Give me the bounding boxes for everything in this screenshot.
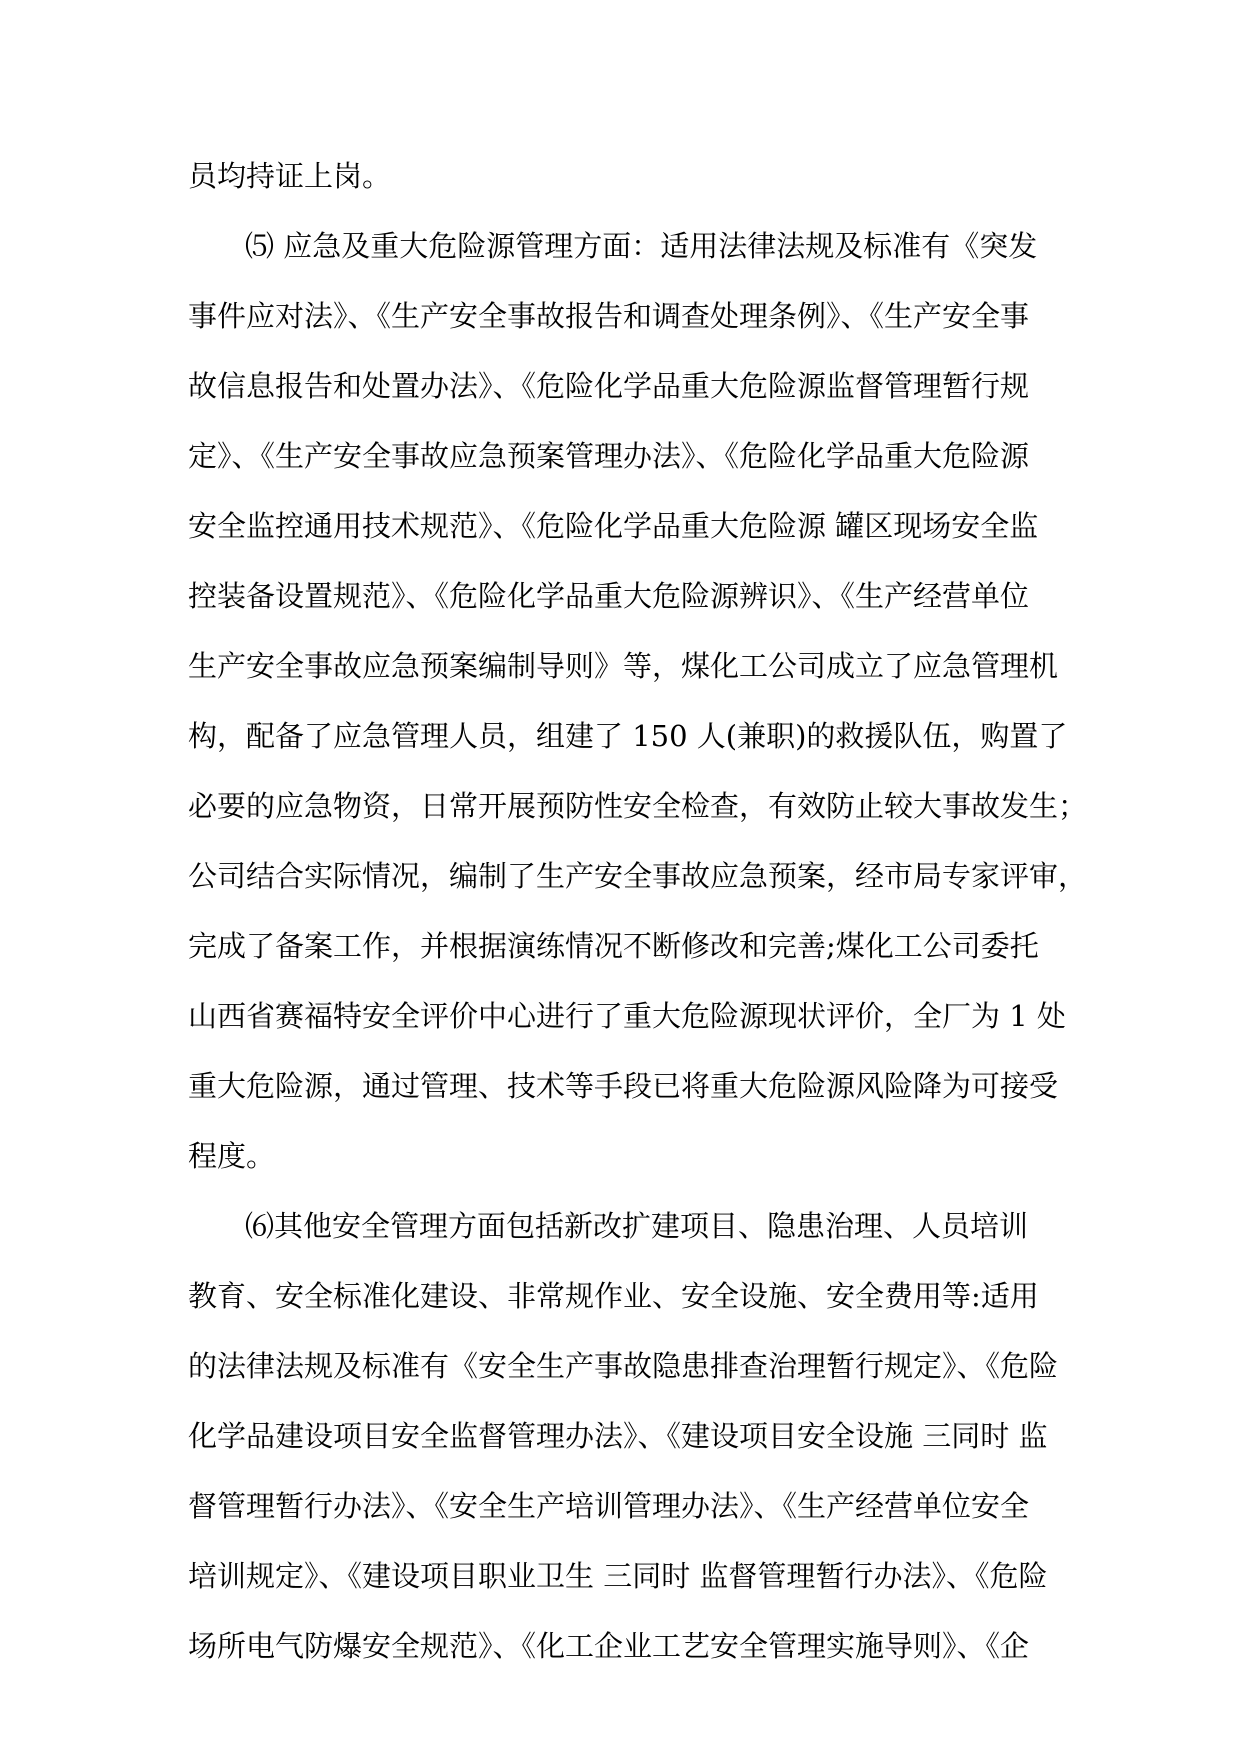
text-line-8: 生产安全事故应急预案编制导则》等，煤化工公司成立了应急管理机	[188, 649, 1059, 683]
text-line-12: 完成了备案工作，并根据演练情况不断修改和完善;煤化工公司委托	[188, 929, 1039, 963]
text-line-16: ⑹其他安全管理方面包括新改扩建项目、隐患治理、人员培训	[245, 1209, 1029, 1243]
text-line-14: 重大危险源，通过管理、技术等手段已将重大危险源风险降为可接受	[188, 1069, 1059, 1103]
text-line-5: 定》、《生产安全事故应急预案管理办法》、《危险化学品重大危险源	[188, 439, 1030, 473]
text-line-22: 场所电气防爆安全规范》、《化工企业工艺安全管理实施导则》、《企	[188, 1629, 1030, 1663]
text-line-19: 化学品建设项目安全监督管理办法》、《建设项目安全设施 三同时 监	[188, 1419, 1048, 1453]
text-line-20: 督管理暂行办法》、《安全生产培训管理办法》、《生产经营单位安全	[188, 1489, 1030, 1523]
text-line-11: 公司结合实际情况，编制了生产安全事故应急预案，经市局专家评审，	[188, 859, 1088, 893]
text-line-17: 教育、安全标准化建设、非常规作业、安全设施、安全费用等:适用	[188, 1279, 1039, 1313]
text-line-21: 培训规定》、《建设项目职业卫生 三同时 监督管理暂行办法》、《危险	[188, 1559, 1048, 1593]
text-line-10: 必要的应急物资，日常开展预防性安全检查，有效防止较大事故发生；	[188, 789, 1088, 823]
text-line-3: 事件应对法》、《生产安全事故报告和调查处理条例》、《生产安全事	[188, 299, 1030, 333]
text-line-13: 山西省赛福特安全评价中心进行了重大危险源现状评价，全厂为 1 处	[188, 999, 1066, 1033]
text-line-7: 控装备设置规范》、《危险化学品重大危险源辨识》、《生产经营单位	[188, 579, 1030, 613]
text-line-4: 故信息报告和处置办法》、《危险化学品重大危险源监督管理暂行规	[188, 369, 1030, 403]
text-line-9: 构，配备了应急管理人员，组建了 150 人(兼职)的救援队伍，购置了	[188, 719, 1068, 753]
text-line-6: 安全监控通用技术规范》、《危险化学品重大危险源 罐区现场安全监	[188, 509, 1039, 543]
text-line-2: ⑸ 应急及重大危险源管理方面：适用法律法规及标准有《突发	[245, 229, 1038, 263]
text-line-1: 员均持证上岗。	[188, 159, 392, 193]
text-line-15: 程度。	[188, 1139, 276, 1173]
text-line-18: 的法律法规及标准有《安全生产事故隐患排查治理暂行规定》、《危险	[188, 1349, 1059, 1383]
